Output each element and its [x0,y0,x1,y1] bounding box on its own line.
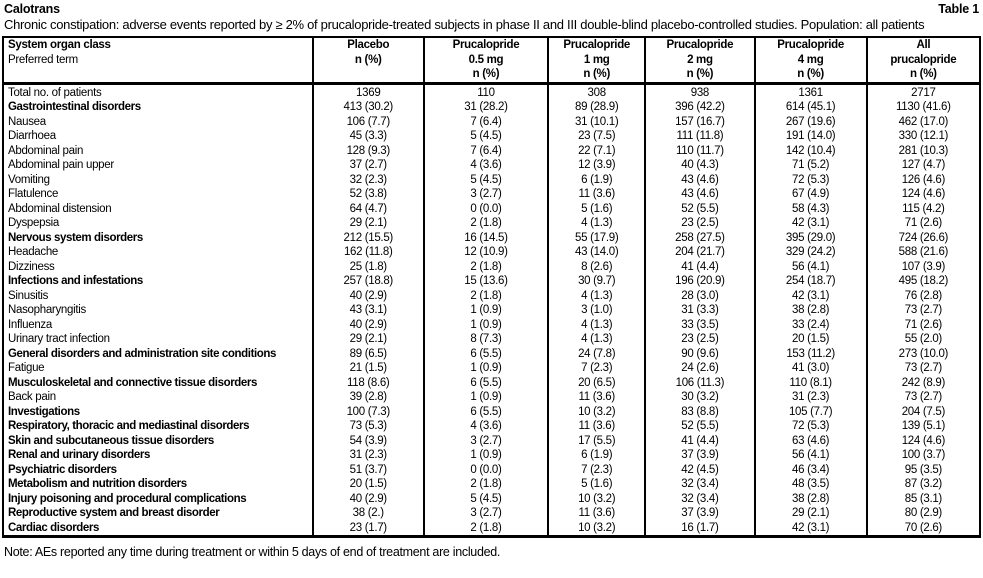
value-cell: 23 (2.5) [645,216,754,231]
value-cell: 30 (3.2) [645,390,754,405]
table-row [3,260,980,275]
value-cell: 51 (3.7) [313,463,424,478]
table-row [3,231,980,246]
header-treatment-column: Prucalopride 4 mg n (%) [755,37,867,83]
value-cell: 11 (3.6) [548,506,645,521]
value-cell: 16 (1.7) [645,521,754,537]
value-cell: 76 (2.8) [867,289,980,304]
row-label: Psychiatric disorders [8,463,117,476]
value-cell: 4 (3.6) [424,158,548,173]
value-cell: 128 (9.3) [313,144,424,159]
value-cell: 42 (3.1) [755,216,867,231]
row-label: Injury poisoning and procedural complications [8,492,247,505]
value-cell: 42 (3.1) [755,289,867,304]
value-cell: 1 (0.9) [424,303,548,318]
value-cell: 46 (3.4) [755,463,867,478]
value-cell: 23 (2.5) [645,332,754,347]
table-row [3,521,980,537]
value-cell: 1 (0.9) [424,448,548,463]
table-row [3,477,980,492]
value-cell: 55 (17.9) [548,231,645,246]
table-number-label: Table 1 [938,2,979,16]
value-cell: 938 [645,83,754,100]
value-cell: 1 (0.9) [424,318,548,333]
value-cell: 0 (0.0) [424,463,548,478]
value-cell: 127 (4.7) [867,158,980,173]
table-row [3,434,980,449]
value-cell: 4 (1.3) [548,216,645,231]
value-cell: 56 (4.1) [755,260,867,275]
header-treatment-column: All prucalopride n (%) [867,37,980,83]
value-cell: 42 (4.5) [645,463,754,478]
table-row [3,390,980,405]
row-label: Flatulence [8,188,59,200]
value-cell: 23 (1.7) [313,521,424,537]
row-label: Renal and urinary disorders [8,449,150,461]
row-label: Gastrointestinal disorders [8,101,141,113]
value-cell: 71 (2.6) [867,318,980,333]
header-treatment-column: Placebo n (%) [313,37,424,83]
value-cell: 100 (3.7) [867,448,980,463]
value-cell: 495 (18.2) [867,274,980,289]
value-cell: 1130 (41.6) [867,100,980,115]
value-cell: 4 (3.6) [424,419,548,434]
row-label: Dizziness [8,260,55,273]
row-label: Cardiac disorders [8,521,99,534]
value-cell: 73 (2.7) [867,390,980,405]
table-row [3,289,980,304]
value-cell: 142 (10.4) [755,144,867,159]
value-cell: 8 (7.3) [424,332,548,347]
value-cell: 30 (9.7) [548,274,645,289]
value-cell: 20 (1.5) [313,477,424,492]
value-cell: 64 (4.7) [313,202,424,217]
value-cell: 1 (0.9) [424,361,548,376]
value-cell: 3 (2.7) [424,506,548,521]
value-cell: 157 (16.7) [645,115,754,130]
value-cell: 110 [424,83,548,100]
value-cell: 3 (1.0) [548,303,645,318]
value-cell: 7 (2.3) [548,361,645,376]
value-cell: 273 (10.0) [867,347,980,362]
table-row [3,506,980,521]
table-row [3,332,980,347]
value-cell: 139 (5.1) [867,419,980,434]
value-cell: 29 (2.1) [313,332,424,347]
value-cell: 6 (1.9) [548,448,645,463]
header-treatment-column: Prucalopride 2 mg n (%) [645,37,754,83]
table-row [3,492,980,507]
value-cell: 281 (10.3) [867,144,980,159]
value-cell: 31 (10.1) [548,115,645,130]
value-cell: 100 (7.3) [313,405,424,420]
value-cell: 162 (11.8) [313,245,424,260]
value-cell: 110 (8.1) [755,376,867,391]
header-treatment-column: Prucalopride 1 mg n (%) [548,37,645,83]
value-cell: 6 (1.9) [548,173,645,188]
value-cell: 21 (1.5) [313,361,424,376]
value-cell: 71 (2.6) [867,216,980,231]
value-cell: 204 (21.7) [645,245,754,260]
value-cell: 7 (6.4) [424,144,548,159]
row-label: Skin and subcutaneous tissue disorders [8,434,214,447]
value-cell: 330 (12.1) [867,129,980,144]
value-cell: 32 (2.3) [313,173,424,188]
value-cell: 24 (2.6) [645,361,754,376]
value-cell: 38 (2.8) [755,303,867,318]
value-cell: 124 (4.6) [867,187,980,202]
table-row [3,303,980,318]
row-label: Fatigue [8,362,45,374]
value-cell: 40 (2.9) [313,318,424,333]
value-cell: 43 (4.6) [645,187,754,202]
row-label: Abdominal pain upper [8,159,114,171]
table-note: Note: AEs reported any time during treatment or within 5 days of end of treatment are included. [4,545,501,559]
value-cell: 395 (29.0) [755,231,867,246]
value-cell: 329 (24.2) [755,245,867,260]
value-cell: 31 (2.3) [755,390,867,405]
value-cell: 89 (6.5) [313,347,424,362]
value-cell: 70 (2.6) [867,521,980,537]
value-cell: 37 (2.7) [313,158,424,173]
value-cell: 242 (8.9) [867,376,980,391]
value-cell: 28 (3.0) [645,289,754,304]
value-cell: 12 (10.9) [424,245,548,260]
row-label: Urinary tract infection [8,333,110,345]
value-cell: 85 (3.1) [867,492,980,507]
value-cell: 724 (26.6) [867,231,980,246]
value-cell: 110 (11.7) [645,144,754,159]
table-row [3,405,980,420]
table-row [3,129,980,144]
value-cell: 43 (14.0) [548,245,645,260]
value-cell: 5 (4.5) [424,129,548,144]
value-cell: 308 [548,83,645,100]
value-cell: 10 (3.2) [548,405,645,420]
table-row [3,144,980,159]
value-cell: 1 (0.9) [424,390,548,405]
value-cell: 257 (18.8) [313,274,424,289]
value-cell: 41 (3.0) [755,361,867,376]
value-cell: 90 (9.6) [645,347,754,362]
table-row [3,245,980,260]
value-cell: 52 (5.5) [645,419,754,434]
value-cell: 67 (4.9) [755,187,867,202]
value-cell: 58 (4.3) [755,202,867,217]
row-label: Investigations [8,405,80,418]
value-cell: 33 (2.4) [755,318,867,333]
value-cell: 16 (14.5) [424,231,548,246]
row-label: Respiratory, thoracic and mediastinal disorders [8,420,250,432]
header-row [3,37,980,83]
header-system-organ-class: System organ class Preferred term [3,37,313,83]
value-cell: 73 (5.3) [313,419,424,434]
table-row [3,274,980,289]
value-cell: 204 (7.5) [867,405,980,420]
row-label: Dyspepsia [8,217,59,229]
row-label: Nausea [8,115,46,128]
value-cell: 63 (4.6) [755,434,867,449]
value-cell: 55 (2.0) [867,332,980,347]
value-cell: 73 (2.7) [867,361,980,376]
value-cell: 6 (5.5) [424,347,548,362]
value-cell: 126 (4.6) [867,173,980,188]
value-cell: 2 (1.8) [424,260,548,275]
row-label: Vomiting [8,173,50,186]
value-cell: 45 (3.3) [313,129,424,144]
value-cell: 4 (1.3) [548,289,645,304]
value-cell: 10 (3.2) [548,521,645,537]
value-cell: 1361 [755,83,867,100]
row-label: Reproductive system and breast disorder [8,507,220,519]
row-label: Back pain [8,391,56,403]
value-cell: 11 (3.6) [548,419,645,434]
value-cell: 6 (5.5) [424,376,548,391]
value-cell: 11 (3.6) [548,390,645,405]
row-label: Infections and infestations [8,275,143,287]
value-cell: 43 (4.6) [645,173,754,188]
table-row [3,376,980,391]
value-cell: 258 (27.5) [645,231,754,246]
row-label: Influenza [8,318,52,331]
value-cell: 22 (7.1) [548,144,645,159]
document-title: Calotrans [4,2,60,16]
row-label: Diarrhoea [8,130,56,142]
row-label: General disorders and administration site conditions [8,347,277,360]
header-treatment-column: Prucalopride 0.5 mg n (%) [424,37,548,83]
value-cell: 25 (1.8) [313,260,424,275]
value-cell: 37 (3.9) [645,506,754,521]
table-row [3,158,980,173]
value-cell: 3 (2.7) [424,434,548,449]
value-cell: 191 (14.0) [755,129,867,144]
value-cell: 52 (3.8) [313,187,424,202]
table-row [3,463,980,478]
value-cell: 87 (3.2) [867,477,980,492]
row-label: Sinusitis [8,289,49,302]
value-cell: 588 (21.6) [867,245,980,260]
value-cell: 71 (5.2) [755,158,867,173]
value-cell: 32 (3.4) [645,492,754,507]
value-cell: 23 (7.5) [548,129,645,144]
table-row [3,202,980,217]
value-cell: 40 (2.9) [313,289,424,304]
value-cell: 24 (7.8) [548,347,645,362]
value-cell: 153 (11.2) [755,347,867,362]
value-cell: 20 (6.5) [548,376,645,391]
row-label: Nasopharyngitis [8,304,86,316]
value-cell: 254 (18.7) [755,274,867,289]
value-cell: 39 (2.8) [313,390,424,405]
table-header [3,37,980,83]
value-cell: 7 (2.3) [548,463,645,478]
value-cell: 267 (19.6) [755,115,867,130]
table-row [3,115,980,130]
value-cell: 83 (8.8) [645,405,754,420]
value-cell: 106 (7.7) [313,115,424,130]
value-cell: 40 (2.9) [313,492,424,507]
table-row [3,216,980,231]
value-cell: 38 (2.8) [755,492,867,507]
value-cell: 42 (3.1) [755,521,867,537]
adverse-events-table [2,36,981,538]
value-cell: 124 (4.6) [867,434,980,449]
value-cell: 17 (5.5) [548,434,645,449]
value-cell: 196 (20.9) [645,274,754,289]
table-row [3,347,980,362]
value-cell: 0 (0.0) [424,202,548,217]
value-cell: 31 (3.3) [645,303,754,318]
value-cell: 4 (1.3) [548,318,645,333]
value-cell: 2 (1.8) [424,521,548,537]
value-cell: 20 (1.5) [755,332,867,347]
value-cell: 40 (4.3) [645,158,754,173]
title-row [2,2,981,16]
value-cell: 2 (1.8) [424,477,548,492]
value-cell: 52 (5.5) [645,202,754,217]
value-cell: 56 (4.1) [755,448,867,463]
value-cell: 11 (3.6) [548,187,645,202]
value-cell: 105 (7.7) [755,405,867,420]
value-cell: 38 (2.) [313,506,424,521]
value-cell: 10 (3.2) [548,492,645,507]
value-cell: 31 (2.3) [313,448,424,463]
value-cell: 5 (1.6) [548,477,645,492]
value-cell: 48 (3.5) [755,477,867,492]
value-cell: 396 (42.2) [645,100,754,115]
value-cell: 54 (3.9) [313,434,424,449]
value-cell: 8 (2.6) [548,260,645,275]
row-label: Headache [8,246,59,258]
table-caption: Chronic constipation: adverse events reported by ≥ 2% of prucalopride-treated subjects in phase II and III double-blind placebo-controlled studies. Population: all patients [4,17,925,32]
value-cell: 107 (3.9) [867,260,980,275]
value-cell: 43 (3.1) [313,303,424,318]
value-cell: 5 (4.5) [424,492,548,507]
value-cell: 4 (1.3) [548,332,645,347]
table-body [3,83,980,537]
value-cell: 2717 [867,83,980,100]
value-cell: 6 (5.5) [424,405,548,420]
value-cell: 118 (8.6) [313,376,424,391]
table-row [3,419,980,434]
value-cell: 5 (4.5) [424,173,548,188]
value-cell: 41 (4.4) [645,434,754,449]
row-label: Abdominal pain [8,144,84,157]
value-cell: 72 (5.3) [755,419,867,434]
row-label: Total no. of patients [8,86,102,99]
table-row [3,173,980,188]
value-cell: 73 (2.7) [867,303,980,318]
table-row [3,100,980,115]
value-cell: 37 (3.9) [645,448,754,463]
table-row [3,361,980,376]
value-cell: 29 (2.1) [313,216,424,231]
row-label: Metabolism and nutrition disorders [8,478,187,490]
value-cell: 3 (2.7) [424,187,548,202]
value-cell: 413 (30.2) [313,100,424,115]
value-cell: 2 (1.8) [424,216,548,231]
value-cell: 41 (4.4) [645,260,754,275]
value-cell: 115 (4.2) [867,202,980,217]
value-cell: 80 (2.9) [867,506,980,521]
value-cell: 89 (28.9) [548,100,645,115]
value-cell: 462 (17.0) [867,115,980,130]
row-label: Musculoskeletal and connective tissue disorders [8,376,257,389]
value-cell: 15 (13.6) [424,274,548,289]
table-row [3,83,980,100]
value-cell: 12 (3.9) [548,158,645,173]
value-cell: 2 (1.8) [424,289,548,304]
table-row [3,448,980,463]
value-cell: 29 (2.1) [755,506,867,521]
value-cell: 32 (3.4) [645,477,754,492]
value-cell: 7 (6.4) [424,115,548,130]
value-cell: 5 (1.6) [548,202,645,217]
value-cell: 72 (5.3) [755,173,867,188]
row-label: Abdominal distension [8,202,112,215]
value-cell: 95 (3.5) [867,463,980,478]
row-label: Nervous system disorders [8,231,143,244]
value-cell: 212 (15.5) [313,231,424,246]
value-cell: 106 (11.3) [645,376,754,391]
table-row [3,187,980,202]
value-cell: 614 (45.1) [755,100,867,115]
value-cell: 111 (11.8) [645,129,754,144]
value-cell: 31 (28.2) [424,100,548,115]
value-cell: 33 (3.5) [645,318,754,333]
value-cell: 1369 [313,83,424,100]
table-row [3,318,980,333]
